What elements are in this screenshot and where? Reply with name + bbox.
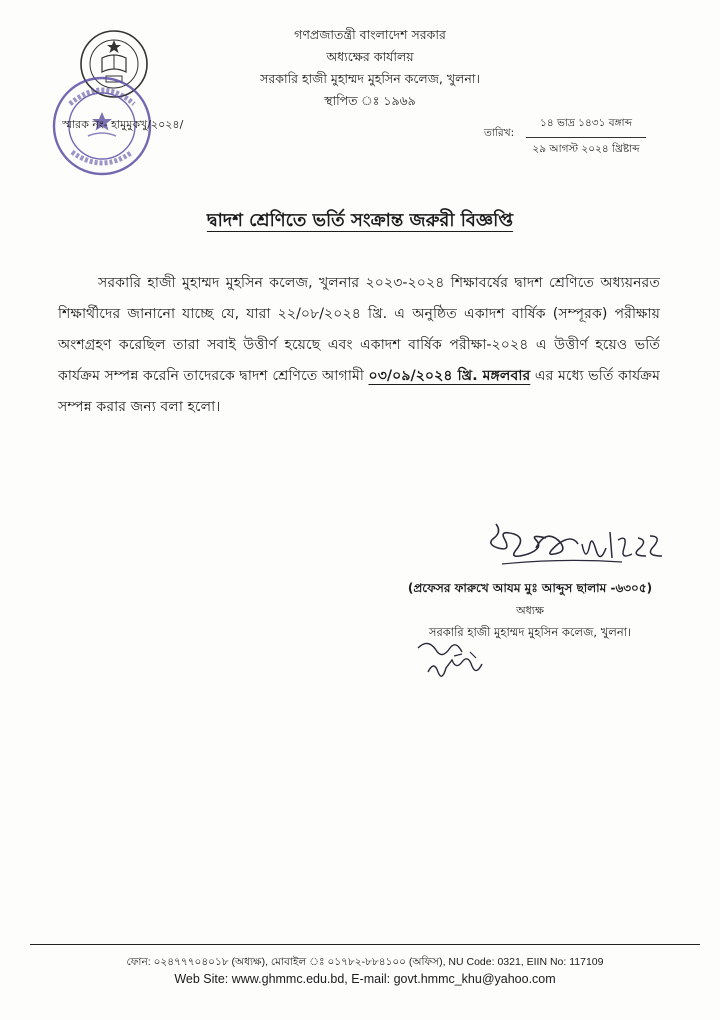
notice-body (58, 268, 660, 423)
date-gregorian: ২৯ আগস্ট ২০২৪ খ্রিষ্টাব্দ (532, 143, 640, 155)
government-title: গণপ্রজাতন্ত্রী বাংলাদেশ সরকার (294, 27, 446, 42)
office-name: অধ্যক্ষের কার্যালয় (326, 49, 414, 64)
admission-deadline: ০৩/০৯/২০২৪ খ্রি. মঙ্গলবার (368, 368, 531, 384)
date-label: তারিখ: (484, 127, 515, 139)
initials-icon (414, 636, 494, 682)
notice-body-end: এর মধ্যে ভর্তি কার্যক্রম সম্পন্ন করার জন্য বলা হলো। (58, 368, 660, 415)
date-block (526, 114, 646, 159)
notice-body-text: সরকারি হাজী মুহাম্মদ মুহসিন কলেজ, খুলনার ২০২৩-২০২৪ শিক্ষাবর্ষের দ্বাদশ শ্রেণিতে অধ্যয়নরত শিক্ষার্থীদের জানানো যাচ্ছে যে, যারা ২২/০৮/২০২৪ খ্রি. এ অনুষ্ঠিত একাদশ বার্ষিক (সম্পূরক) পরীক্ষায় অংশগ্রহণ করেছিল তারা সবাই উত্তীর্ণ হয়েছে এবং একাদশ বার্ষিক পরীক্ষা-২০২৪ এ উত্তীর্ণ হয়েও ভর্তি কার্যক্রম সম্পন্ন করেনি তাদেরকে দ্বাদশ শ্রেণিতে আগামী (58, 275, 660, 384)
signature-icon (478, 518, 668, 582)
signatory-role: অধ্যক্ষ (516, 604, 544, 617)
footer-contact: ফোন: ০২৪৭৭৭০৪০১৮ (অধ্যক্ষ), মোবাইল ঃ ০১৭৮২-৮৮৪১০০ (অফিস), NU Code: 0321, EIIN No: 117109 (126, 956, 604, 968)
college-name: সরকারি হাজী মুহাম্মদ মুহসিন কলেজ, খুলনা। (260, 71, 480, 86)
memo-number: স্মারক নং- হামুমুকখু/২০২৪/ (62, 118, 184, 131)
footer-web: Web Site: www.ghmmc.edu.bd, E-mail: govt.hmmc_khu@yahoo.com (174, 972, 556, 986)
established-year: স্থাপিত ঃ ১৯৬৯ (324, 93, 416, 108)
signatory-name: (প্রফেসর ফারুখে আযম মুঃ আব্দুস ছালাম -৬৩০৫) (407, 581, 653, 595)
footer-divider (30, 944, 700, 945)
signatory-college: সরকারি হাজী মুহাম্মদ মুহসিন কলেজ, খুলনা। (428, 625, 632, 639)
notice-title: দ্বাদশ শ্রেণিতে ভর্তি সংক্রান্ত জরুরী বিজ্ঞপ্তি (206, 210, 514, 231)
date-bangla: ১৪ ভাদ্র ১৪৩১ বঙ্গাব্দ (540, 117, 632, 129)
